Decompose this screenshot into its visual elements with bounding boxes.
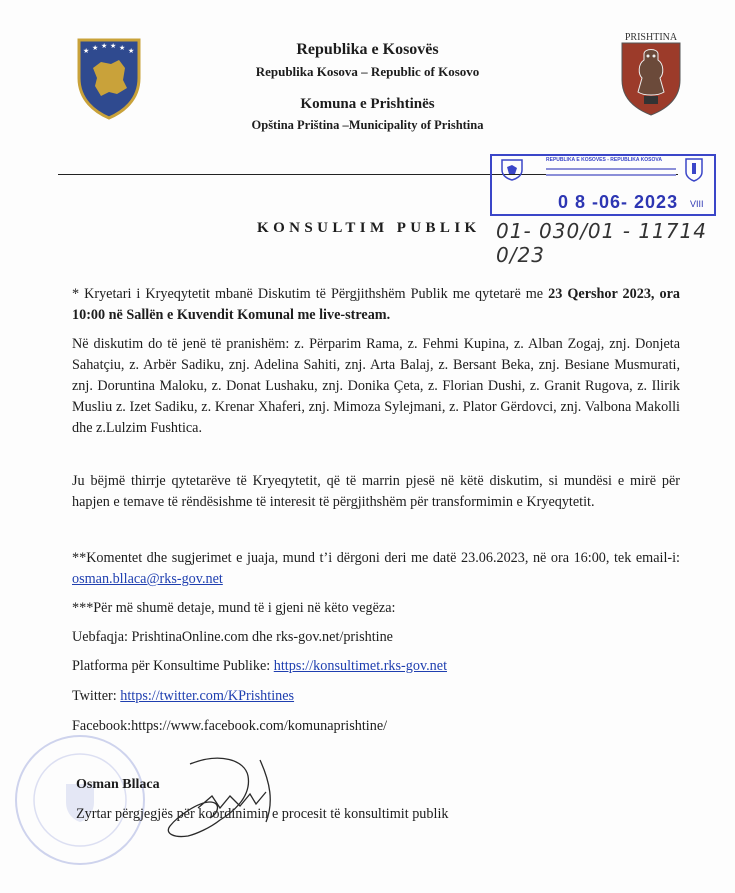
- announcement-paragraph: [72, 284, 680, 326]
- announcement-date-venue: 23 Qershor 2023, ora 10:00 në Sallën e Kuvendit Komunal me live-stream.: [72, 286, 680, 323]
- svg-text:★: ★: [128, 47, 135, 55]
- stamp-emblem-icon: [500, 159, 524, 181]
- stamp-line: [546, 174, 676, 176]
- attendees-paragraph: Në diskutim do të jenë të pranishëm: z. Përparim Rama, z. Fehmi Kupina, z. Alban Zogaj, znj. Donjeta Sahatçiu, z. Arbër Sadiku, znj. Adelina Sahiti, znj. Arta Balaj, z. Bersant Beka, znj. Besiane Musmurati, znj. Doruntina Maloku, z. Donat Lushaku, znj. Donika Çeta, z. Florian Dushi, z. Granit Rugova, z. Ilirik Musliu z. Izet Sadiku, z. Krenar Xhaferi, znj. Mimoza Sylejmani, z. Plator Gërdovci, znj. Valbona Makolli dhe z.Lulzim Fushtica.: [72, 336, 680, 436]
- twitter-link[interactable]: https://twitter.com/KPrishtines: [120, 688, 295, 704]
- comments-paragraph: [72, 548, 680, 590]
- stamp-header-text: REPUBLIKA E KOSOVËS - REPUBLIKA KOSOVA: [546, 157, 662, 163]
- platform-line: [72, 656, 447, 677]
- svg-text:★: ★: [83, 47, 90, 55]
- stamp-line: [546, 168, 676, 170]
- svg-text:★: ★: [110, 42, 117, 50]
- comments-text: **Komentet dhe sugjerimet e juaja, mund t’i dërgoni deri me datë 23.06.2023, në ora 16:00, tek email-i:: [72, 550, 680, 566]
- signatory-role: Zyrtar përgjegjës për koordinimin e procesit të konsultimit publik: [76, 806, 449, 822]
- platform-label: Platforma për Konsultime Publike:: [72, 658, 274, 674]
- registry-number: 01- 030/01 - 11714 0/23: [496, 219, 707, 267]
- header-municipality-translations: Opština Priština –Municipality of Prishtina: [251, 118, 484, 132]
- invitation-paragraph: Ju bëjmë thirrje qytetarëve të Kryeqytetit, që të marrin pjesë në këtë diskutim, si mundësi e mirë për hapjen e temave të rëndësishme të interesit të përgjithshëm për transformimin e Kryeqytetit.: [72, 473, 680, 510]
- stamp-suffix: VIII: [690, 199, 704, 209]
- details-paragraph: ***Për më shumë detaje, mund të i gjeni në këto vegëza:: [72, 600, 396, 616]
- header-country: Republika e Kosovës: [296, 41, 439, 58]
- handwritten-signature-icon: [70, 742, 300, 862]
- header-municipality: Komuna e Prishtinës: [300, 96, 435, 112]
- email-link[interactable]: osman.bllaca@rks-gov.net: [72, 571, 223, 587]
- svg-text:★: ★: [119, 44, 126, 52]
- svg-text:★: ★: [92, 44, 99, 52]
- prishtina-logo-label: PRISHTINA: [624, 32, 678, 43]
- header-country-translations: Republika Kosova – Republic of Kosovo: [255, 64, 480, 79]
- svg-text:★: ★: [101, 42, 108, 50]
- website-line: Uebfaqja: PrishtinaOnline.com dhe rks-gov.net/prishtine: [72, 629, 393, 645]
- announcement-intro: * Kryetari i Kryeqytetit mbanë Diskutim të Përgjithshëm Publik me qytetarë me: [72, 286, 549, 302]
- stamp-logo-icon: [684, 158, 704, 182]
- facebook-line: Facebook:https://www.facebook.com/komunaprishtine/: [72, 718, 388, 734]
- twitter-line: [72, 686, 294, 707]
- page-title: KONSULTIM PUBLIK: [257, 220, 481, 236]
- twitter-label: Twitter:: [72, 688, 121, 704]
- platform-link[interactable]: https://konsultimet.rks-gov.net: [273, 658, 448, 674]
- signatory-name: Osman Bllaca: [76, 777, 160, 792]
- stamp-date: 0 8 -06- 2023: [558, 192, 679, 212]
